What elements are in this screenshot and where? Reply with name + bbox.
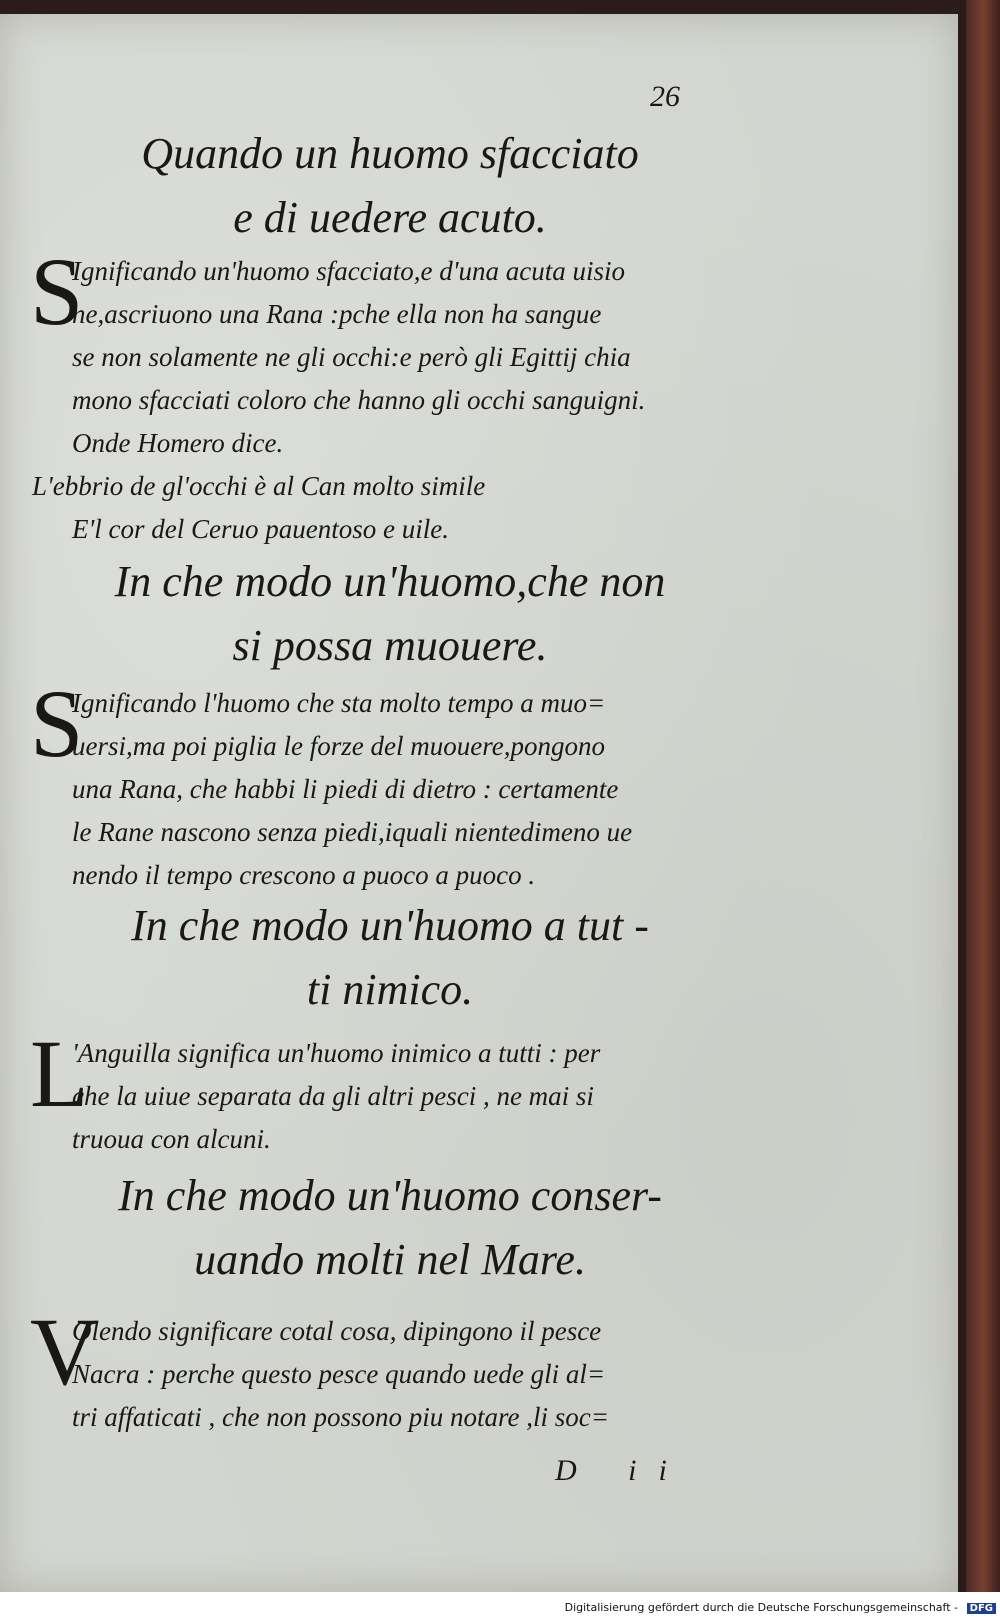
verse-line: E'l cor del Ceruo pauentoso e uile. — [72, 514, 449, 544]
section-body — [32, 682, 732, 897]
catchword: D ii — [555, 1454, 689, 1487]
heading-line: In che modo un'huomo conser- — [118, 1171, 662, 1220]
text-line: tri affaticati , che non possono piu notare ,li soc= — [72, 1402, 609, 1432]
text-line: ne,ascriuono una Rana :pche ella non ha sangue — [72, 299, 602, 329]
dfg-logo: DFG — [967, 1603, 996, 1614]
text-line: nendo il tempo crescono a puoco a puoco . — [72, 860, 536, 890]
text-line: uersi,ma poi piglia le forze del muouere,pongono — [72, 731, 605, 761]
page-number: 26 — [650, 80, 680, 113]
book-edge — [966, 0, 1000, 1619]
heading-line: e di uedere acuto. — [233, 193, 547, 242]
section-heading — [60, 122, 720, 250]
text-line: Nacra : perche questo pesce quando uede gli al= — [72, 1359, 606, 1389]
heading-line: Quando un huomo sfacciato — [141, 129, 639, 178]
section-body — [32, 250, 732, 551]
verse-line: L'ebbrio de gl'occhi è al Can molto simile — [32, 471, 486, 501]
section-heading — [60, 1164, 720, 1292]
text-line: che la uiue separata da gli altri pesci , ne mai si — [72, 1081, 594, 1111]
text-line: truoua con alcuni. — [72, 1124, 271, 1154]
section-body — [32, 1310, 732, 1439]
section-heading — [60, 550, 720, 678]
heading-line: si possa muouere. — [232, 621, 548, 670]
text-line: se non solamente ne gli occhi:e però gli Egittij chia — [72, 342, 631, 372]
heading-line: In che modo un'huomo,che non — [114, 557, 666, 606]
drop-cap: S — [30, 238, 84, 345]
text-line: Olendo significare cotal cosa, dipingono il pesce — [72, 1316, 602, 1346]
text-line: Onde Homero dice. — [72, 428, 284, 458]
drop-cap: V — [30, 1298, 100, 1405]
book-page — [0, 14, 958, 1592]
drop-cap: L — [30, 1020, 89, 1127]
heading-line: ti nimico. — [306, 965, 474, 1014]
text-line: Ignificando un'huomo sfacciato,e d'una acuta uisio — [72, 256, 625, 286]
text-line: mono sfacciati coloro che hanno gli occhi sanguigni. — [72, 385, 646, 415]
drop-cap: S — [30, 670, 84, 777]
text-line: le Rane nascono senza piedi,iquali nientedimeno ue — [72, 817, 633, 847]
section-heading — [60, 894, 720, 1022]
text-line: 'Anguilla significa un'huomo inimico a tutti : per — [72, 1038, 601, 1068]
digitization-footer — [0, 1592, 1000, 1619]
heading-line: uando molti nel Mare. — [194, 1235, 586, 1284]
text-line: una Rana, che habbi li piedi di dietro : certamente — [72, 774, 619, 804]
section-body — [32, 1032, 732, 1161]
heading-line: In che modo un'huomo a tut - — [131, 901, 649, 950]
text-line: Ignificando l'huomo che sta molto tempo a muo= — [72, 688, 606, 718]
footer-credit: Digitalisierung gefördert durch die Deutsche Forschungsgemeinschaft - — [564, 1601, 958, 1614]
